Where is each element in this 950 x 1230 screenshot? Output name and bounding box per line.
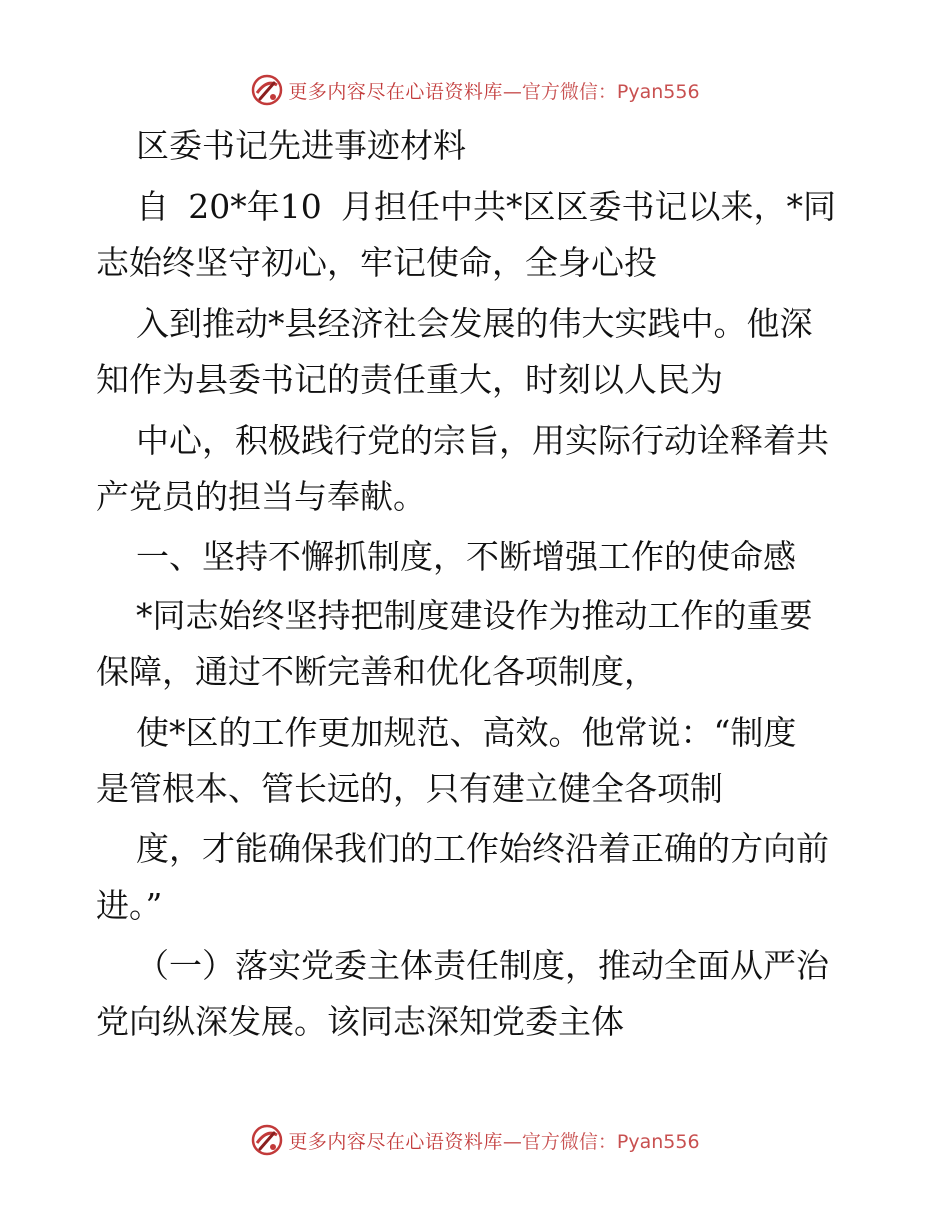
document-line: 保障，通过不断完善和优化各项制度，: [96, 652, 657, 691]
document-title: 区委书记先进事迹材料: [136, 126, 466, 165]
logo-icon: [250, 73, 284, 107]
banner-wechat-text: —官方微信：Pyan556: [502, 1130, 700, 1153]
document-line: 产党员的担当与奉献。: [96, 477, 426, 516]
text-segment: 自: [136, 187, 169, 226]
document-line: *同志始终坚持把制度建设作为推动工作的重要: [136, 596, 813, 635]
document-line: [136, 181, 836, 233]
document-line: 中心，积极践行党的宗旨，用实际行动诠释着共: [136, 421, 829, 460]
document-line: 入到推动*县经济社会发展的伟大实践中。他深: [136, 304, 813, 343]
document-line: 志始终坚守初心，牢记使命，全身心投: [96, 243, 657, 282]
footer-banner: [0, 1120, 950, 1160]
banner-brand-text: 更多内容尽在心语资料库: [288, 1130, 503, 1153]
logo-icon: [250, 1123, 284, 1157]
document-line: 使*区的工作更加规范、高效。他常说：“制度: [136, 713, 797, 752]
section-heading: 一、坚持不懈抓制度，不断增强工作的使命感: [136, 537, 796, 576]
header-banner: [0, 70, 950, 110]
banner-wechat-text: —官方微信：Pyan556: [502, 80, 700, 103]
subsection-heading: （一）落实党委主体责任制度，推动全面从严治: [136, 946, 829, 985]
document-line: 党向纵深发展。该同志深知党委主体: [96, 1002, 624, 1041]
document-line: 进。”: [96, 886, 163, 925]
document-line: 知作为县委书记的责任重大，时刻以人民为: [96, 360, 723, 399]
document-line: 是管根本、管长远的，只有建立健全各项制: [96, 769, 723, 808]
text-segment: 月担任中共*区区委书记以来，*同: [340, 187, 836, 226]
text-segment: 20*年10: [188, 187, 322, 226]
banner-brand-text: 更多内容尽在心语资料库: [288, 80, 503, 103]
document-line: 度，才能确保我们的工作始终沿着正确的方向前: [136, 829, 829, 868]
